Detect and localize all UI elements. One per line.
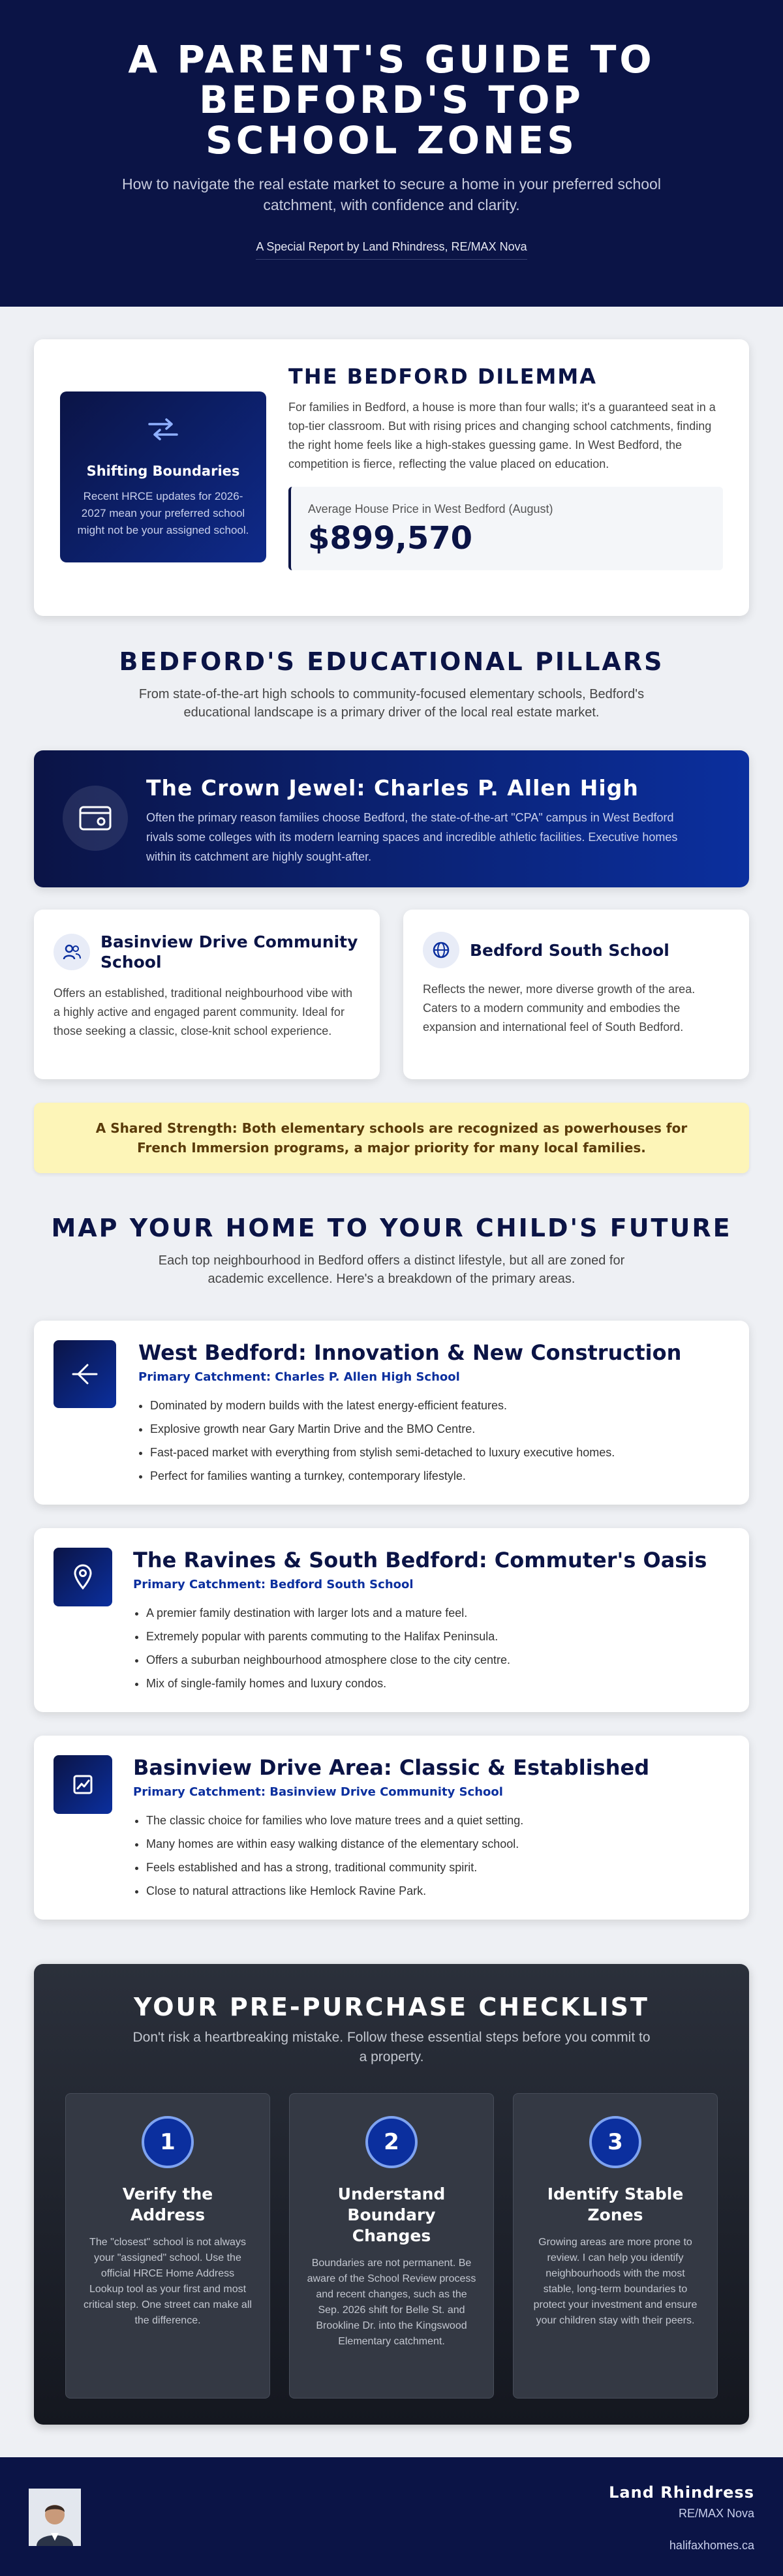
- step-title: Identify Stable Zones: [547, 2185, 684, 2224]
- school-name: Basinview Drive Community School: [100, 932, 358, 972]
- page-footer: [0, 2457, 783, 2576]
- hero-header: [0, 0, 783, 307]
- step-text: Boundaries are not permanent. Be aware of the School Review process and recent changes, such as the Sep. 2026 shift for Belle St. and Brookline Dr. into the Kingswood Elementary catchment.: [307, 2258, 476, 2347]
- list-item: • Many homes are within easy walking distance of the elementary school.: [146, 1832, 523, 1856]
- area-card-ravines: [34, 1528, 749, 1712]
- area-title: Basinview Drive Area: Classic & Established: [133, 1755, 650, 1780]
- dilemma-text: For families in Bedford, a house is more than four walls; it's a guaranteed seat in a top-tier classroom. But with rising prices and changing school catchments, finding the right home feels like a high-stakes guessing game. In West Bedford, the competition is fierce, reflecting the value placed on education.: [288, 401, 716, 470]
- school-description: Reflects the newer, more diverse growth of the area. Caters to a modern community and embodies the expansion and international feel of South Bedford.: [423, 983, 696, 1034]
- checklist-step: [513, 2093, 718, 2399]
- list-item: • Fast-paced market with everything from stylish semi-detached to luxury executive homes.: [150, 1441, 615, 1464]
- shifting-boundaries-title: Shifting Boundaries: [86, 463, 240, 479]
- area-catchment: Primary Catchment: Charles P. Allen High School: [138, 1370, 460, 1384]
- agent-contact: [609, 2483, 754, 2553]
- list-item: • Dominated by modern builds with the latest energy-efficient features.: [150, 1394, 615, 1417]
- page-title: A PARENT'S GUIDE TO BEDFORD'S TOP SCHOOL ZONES: [128, 37, 655, 162]
- area-catchment: Primary Catchment: Basinview Drive Community School: [133, 1785, 503, 1799]
- pillars-title: BEDFORD'S EDUCATIONAL PILLARS: [119, 647, 664, 676]
- report-byline: A Special Report by Land Rhindress, RE/MAX Nova: [256, 240, 527, 260]
- step-number: 3: [589, 2116, 641, 2168]
- crown-jewel-title: The Crown Jewel: Charles P. Allen High: [146, 775, 639, 801]
- price-callout: [288, 487, 723, 570]
- step-text: The "closest" school is not always your "assigned" school. Use the official HRCE Home Address Lookup tool as your first and most critical step. One street can make all the difference.: [84, 2237, 252, 2326]
- step-title: Understand Boundary Changes: [337, 2185, 446, 2245]
- area-title: West Bedford: Innovation & New Construction: [138, 1340, 682, 1365]
- school-card-bedford-south: [403, 910, 749, 1079]
- map-subtitle: Each top neighbourhood in Bedford offers a distinct lifestyle, but all are zoned for academic excellence. Here's a breakdown of the primary areas.: [158, 1253, 625, 1286]
- shared-strength-banner: A Shared Strength: Both elementary schools are recognized as powerhouses for French Immersion programs, a major priority for many local families.: [34, 1103, 749, 1173]
- agent-avatar: [29, 2489, 81, 2546]
- map-title: MAP YOUR HOME TO YOUR CHILD'S FUTURE: [51, 1214, 732, 1242]
- step-title: Verify the Address: [122, 2185, 213, 2224]
- school-building-icon: [63, 786, 128, 851]
- agent-company: RE/MAX Nova: [678, 2507, 754, 2520]
- globe-icon: [423, 932, 459, 968]
- list-item: • Mix of single-family homes and luxury condos.: [146, 1672, 510, 1695]
- area-card-basinview: [34, 1736, 749, 1920]
- shifting-boundaries-box: [60, 391, 266, 562]
- dilemma-content: [288, 364, 723, 570]
- list-item: • Extremely popular with parents commuting to the Halifax Peninsula.: [146, 1625, 510, 1648]
- elementary-schools: [34, 910, 749, 1079]
- growth-chart-icon: [54, 1755, 112, 1814]
- checklist-step: [65, 2093, 270, 2399]
- area-bullets: [146, 1601, 510, 1695]
- school-description: Offers an established, traditional neighbourhood vibe with a highly active and engaged parent community. Ideal for those seeking a classic, close-knit school experience.: [54, 987, 352, 1037]
- list-item: • Feels established and has a strong, traditional community spirit.: [146, 1856, 523, 1879]
- shifting-boundaries-text: Recent HRCE updates for 2026-2027 mean your preferred school might not be your assigned school.: [77, 490, 249, 536]
- school-card-basinview: [34, 910, 380, 1079]
- area-bullets: [150, 1394, 615, 1488]
- agent-website-link[interactable]: halifaxhomes.ca: [669, 2539, 754, 2552]
- step-text: Growing areas are more prone to review. I can help you identify neighbourhoods with the most stable, long-term boundaries to protect your investment and ensure your children stay with their peers.: [533, 2237, 698, 2326]
- page-subtitle: How to navigate the real estate market to secure a home in your preferred school catchment, with confidence and clarity.: [122, 176, 661, 213]
- dilemma-title: THE BEDFORD DILEMMA: [288, 364, 597, 389]
- checklist-step: [289, 2093, 494, 2399]
- list-item: • A premier family destination with larger lots and a mature feel.: [146, 1601, 510, 1625]
- step-number: 1: [142, 2116, 194, 2168]
- crown-jewel-card: [34, 750, 749, 887]
- list-item: • Close to natural attractions like Hemlock Ravine Park.: [146, 1879, 523, 1903]
- school-name: Bedford South School: [470, 940, 669, 960]
- map-pin-icon: [54, 1548, 112, 1606]
- crown-jewel-text: Often the primary reason families choose Bedford, the state-of-the-art "CPA" campus in West Bedford rivals some colleges with its modern learning spaces and incredible athletic facilities. Executive homes within its catchment are highly sought-after.: [146, 811, 678, 863]
- price-label: Average House Price in West Bedford (August): [308, 502, 553, 515]
- price-value: $899,570: [308, 520, 473, 557]
- area-title: The Ravines & South Bedford: Commuter's Oasis: [133, 1548, 707, 1572]
- dilemma-card: [34, 339, 749, 616]
- people-icon: [54, 934, 90, 970]
- list-item: • Offers a suburban neighbourhood atmosphere close to the city centre.: [146, 1648, 510, 1672]
- pillars-subtitle: From state-of-the-art high schools to community-focused elementary schools, Bedford's educational landscape is a primary driver of the local real estate market.: [138, 687, 645, 720]
- area-bullets: [146, 1809, 523, 1903]
- step-number: 2: [365, 2116, 418, 2168]
- agent-name: Land Rhindress: [609, 2483, 754, 2502]
- area-catchment: Primary Catchment: Bedford South School: [133, 1578, 414, 1591]
- checklist-section: [34, 1964, 749, 2425]
- innovation-icon: [54, 1340, 116, 1408]
- checklist-title: YOUR PRE-PURCHASE CHECKLIST: [134, 1993, 649, 2021]
- area-card-west-bedford: [34, 1321, 749, 1505]
- list-item: • Perfect for families wanting a turnkey, contemporary lifestyle.: [150, 1464, 615, 1488]
- list-item: • Explosive growth near Gary Martin Drive and the BMO Centre.: [150, 1417, 615, 1441]
- list-item: • The classic choice for families who love mature trees and a quiet setting.: [146, 1809, 523, 1832]
- checklist-steps: [65, 2093, 718, 2399]
- checklist-subtitle: Don't risk a heartbreaking mistake. Follow these essential steps before you commit to a property.: [132, 2030, 651, 2064]
- route-arrows-icon: [146, 416, 181, 442]
